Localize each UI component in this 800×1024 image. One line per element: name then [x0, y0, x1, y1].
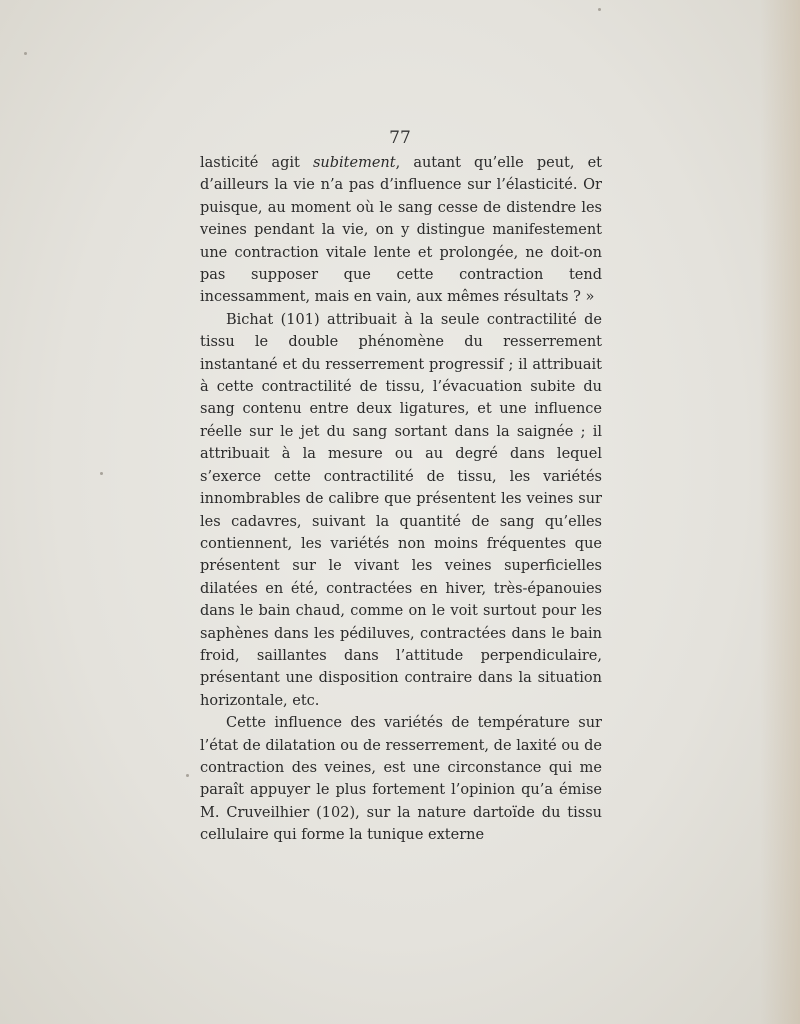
paragraph-1	[200, 152, 602, 309]
page-number: 77	[389, 128, 411, 148]
paragraph-3: Cette influence des variétés de température sur l’état de dilatation ou de resserrement, de laxité ou de contraction des veines, est une circonstance qui me paraît appuyer le plus fortement l’opinion qu’a émise M. Cruveilhier (102), sur la nature dartoïde du tissu cellulaire qui forme la tunique externe	[200, 715, 602, 844]
paper-speck	[186, 774, 189, 777]
paragraph-1-start: lasticité agit	[200, 155, 313, 171]
body-text	[200, 152, 602, 847]
paragraph-2: Bichat (101) attribuait à la seule contractilité de tissu le double phénomène du resserrement instantané et du resserrement progressif ; il attribuait à cette contractilité de tissu, l’évacuation subite du sang contenu entre deux ligatures, et une influence réelle sur le jet du sang sortant dans la saignée ; il attribuait à la mesure ou au degré dans lequel s’exerce cette contractilité de tissu, les variétés innombrables de calibre que présentent les veines sur les cadavres, suivant la quantité de sang qu’elles contiennent, les variétés non moins fréquentes que présentent sur le vivant les veines superficielles dilatées en été, contractées en hiver, très-épanouies dans le bain chaud, comme on le voit surtout pour les saphènes dans les pédiluves, contractées dans le bain froid, saillantes dans l’attitude perpendiculaire, présentant une disposition contraire dans la situation horizontale, etc.	[200, 311, 602, 709]
paper-speck	[598, 8, 601, 11]
paper-speck	[24, 52, 27, 55]
italic-word: subitement	[312, 155, 396, 171]
paragraph-1-rest: , autant qu’elle peut, et d’ailleurs la vie n’a pas d’influence sur l’élasticité. Or puisque, au moment où le sang cesse de distendre les veines pendant la vie, on y distingue manifestement une contraction vitale lente et prolongée, ne doit-on pas supposer que cette contraction tend incessamment, mais en vain, aux mêmes résultats ? »	[200, 155, 602, 306]
paper-speck	[100, 472, 103, 475]
